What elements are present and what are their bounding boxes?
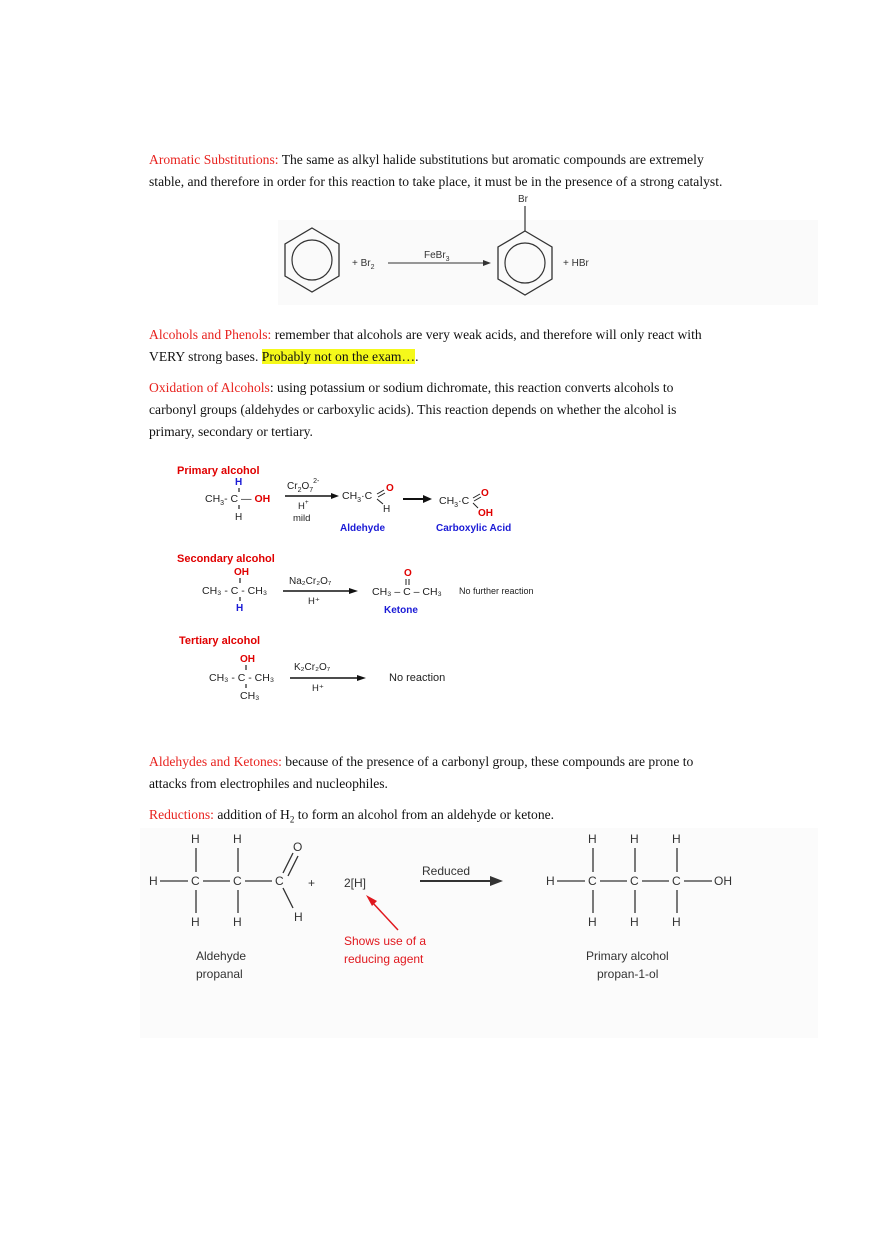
plus-sign: + [308,876,316,890]
primary-alcohol-label-2: propan-1-ol [597,967,659,981]
aromatic-heading: Aromatic Substitutions: [149,152,279,167]
propanol-h-top-1: H [588,832,597,846]
oxidation-figure [177,465,534,702]
reducing-agent-formula: 2[H] [344,876,367,890]
propanol-h-left: H [546,874,555,888]
ketone-formula: CH₃ – C – CH₃ [372,586,442,598]
propanol-h-bottom-1: H [588,915,597,929]
primary-arrow-head [331,493,339,499]
primary-second-arrow-head [423,495,432,503]
propanal-h-aldehyde: H [294,910,303,924]
propanol-h-top-2: H [630,832,639,846]
secondary-reactant: CH₃ - C - CH₃ [202,585,268,597]
oxidation-colon: : [269,380,274,395]
secondary-cond: H⁺ [308,596,320,607]
propanol-h-bottom-2: H [630,915,639,929]
propanal-h-bottom-2: H [233,915,242,929]
propanal-c-3: C [275,874,284,888]
alcohols-tail: . [415,349,419,364]
propanol-c-1: C [588,874,597,888]
reduction-figure [140,828,818,1038]
propanol-c-3: C [672,874,681,888]
secondary-arrow-head [349,588,358,594]
aldehyde-co-bond1 [377,490,384,494]
propanol-h-top-3: H [672,832,681,846]
aromatic-body: The same as alkyl halide substitutions but aromatic compounds are extremely stable, and therefore in order for this reaction to take place, it must be in the presence of a strong catalyst. [149,152,723,189]
oxidation-body: using potassium or sodium dichromate, this reaction converts alcohols to carbonyl groups (aldehydes or carboxylic acids). This reaction depends on whether the alcohol is primary, secondary or tertiary. [149,380,677,439]
aldehyde-label-2: propanal [196,967,243,981]
primary-h-top: H [235,477,243,488]
reductions-body-post: to form an alcohol from an aldehyde or ketone. [297,807,555,822]
propanol-h-bottom-3: H [672,915,681,929]
aldehyde-co-bond2 [378,493,385,497]
tertiary-arrow-head [357,675,366,681]
propanal-c-2: C [233,874,242,888]
tertiary-reactant: CH₃ - C - CH₃ [209,672,275,684]
secondary-alcohol-title: Secondary alcohol [177,553,275,565]
reductions-body-sub: 2 [289,814,295,825]
aldehyde-label: Aldehyde [340,523,386,534]
reductions-body-pre: addition of H [217,807,290,822]
acid-co-bond2 [474,497,481,501]
no-further-reaction: No further reaction [459,586,534,596]
oxidation-heading: Oxidation of Alcohols [149,380,270,395]
propanal-h-top-1: H [191,832,200,846]
propanal-h-bottom-1: H [191,915,200,929]
primary-cond-mild: mild [293,513,311,524]
aldehyde-h: H [383,504,391,515]
propanol-oh: OH [714,874,732,888]
plus-br2-label: + $Br_2$ [352,258,375,271]
no-reaction-label: No reaction [389,672,446,684]
catalyst-label: FeBr$_3$ [424,250,450,263]
secondary-reagent: Na₂Cr₂O₇ [289,576,332,587]
propanal-h-top-2: H [233,832,242,846]
tertiary-reagent: K₂Cr₂O₇ [294,662,331,673]
reducing-agent-note-2: reducing agent [344,952,424,966]
acid-label: Carboxylic Acid [436,523,512,534]
plus-hbr-label: + HBr [563,258,589,269]
tertiary-cond: H⁺ [312,683,324,694]
primary-h-bottom: H [235,512,243,523]
propanal-o: O [293,840,303,854]
primary-alcohol-title: Primary alcohol [177,465,260,477]
tertiary-alcohol-title: Tertiary alcohol [179,635,261,647]
exam-note-highlight: Probably not on the exam… [261,349,416,364]
alcohols-heading: Alcohols and Phenols: [149,327,272,342]
acid-formula: $CH_3\cdot C$ [439,495,470,509]
secondary-h-bottom: H [236,603,244,614]
acid-o: O [481,488,489,499]
propanal-c-1: C [191,874,200,888]
aldehyde-formula: $CH_3\cdot C$ [342,490,373,504]
reducing-agent-note-1: Shows use of a [344,934,427,948]
acid-co-bond1 [473,494,480,498]
primary-reactant: $CH_3-$ C — OH [205,493,271,507]
ketone-o: O [404,568,412,579]
primary-alcohol-label-1: Primary alcohol [586,949,669,963]
secondary-oh-top: OH [234,567,249,578]
br-substituent-label: Br [518,194,528,205]
alcohols-body: remember that alcohols are very weak acids, and therefore will only react with VERY strong bases. [149,327,702,364]
aldehyde-o: O [386,483,394,494]
aldehydes-body: because of the presence of a carbonyl group, these compounds are prone to attacks from electrophiles and nucleophiles. [149,754,694,791]
ketone-label: Ketone [384,605,418,616]
tertiary-ch3-bottom: CH₃ [240,690,260,702]
reduced-arrow-label: Reduced [422,864,471,878]
aldehydes-heading: Aldehydes and Ketones: [149,754,282,769]
primary-cond-h: H+ [298,499,309,512]
reductions-heading: Reductions: [149,807,214,822]
tertiary-oh-top: OH [240,654,255,665]
propanal-h-left: H [149,874,158,888]
aromatic-substitution-figure [278,194,818,305]
aldehyde-label-1: Aldehyde [196,949,247,963]
primary-reagent: $Cr_2O_7^{2-}$ [287,478,320,494]
propanol-c-2: C [630,874,639,888]
acid-oh: OH [478,508,493,519]
